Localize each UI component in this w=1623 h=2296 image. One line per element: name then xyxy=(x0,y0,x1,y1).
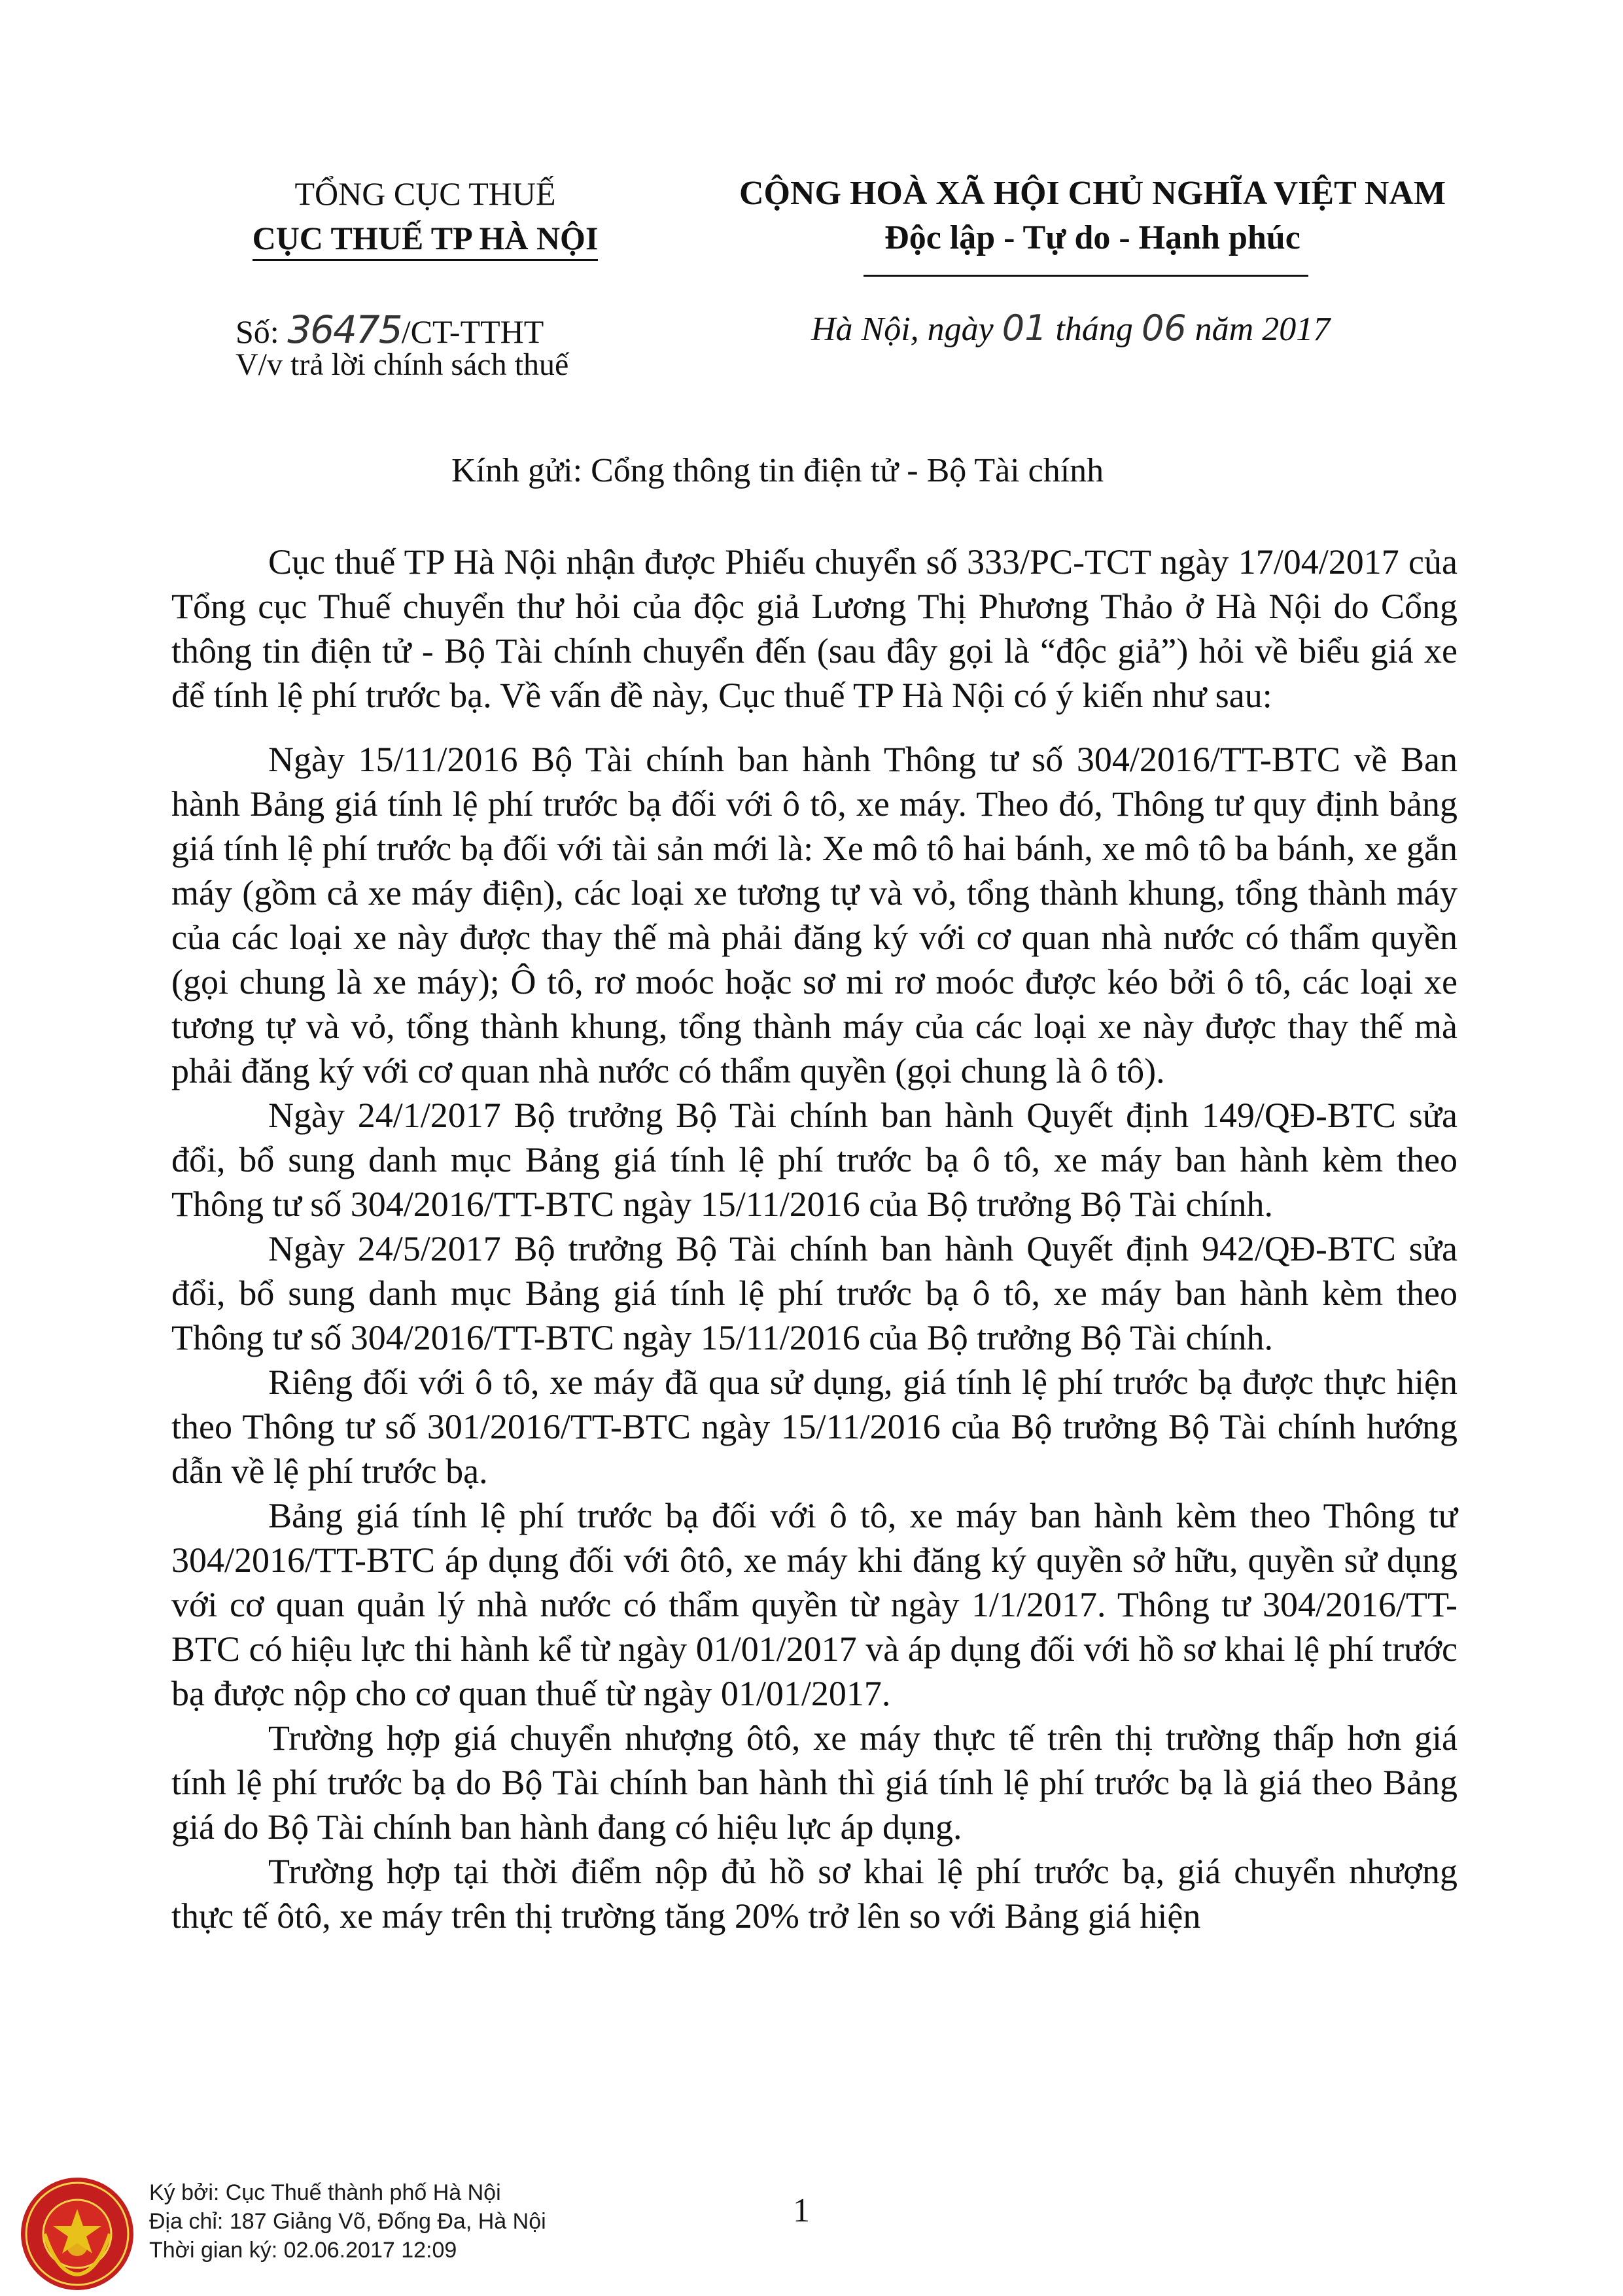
paragraph: Ngày 24/1/2017 Bộ trưởng Bộ Tài chính ban hành Quyết định 149/QĐ-BTC sửa đổi, bổ sung danh mục Bảng giá tính lệ phí trước bạ ô tô, xe máy ban hành kèm theo Thông tư số 304/2016/TT-BTC ngày 15/11/2016 của Bộ trưởng Bộ Tài chính. xyxy=(171,1096,1457,1224)
agency-name: CỤC THUẾ TP HÀ NỘI xyxy=(253,217,599,261)
paragraph: Ngày 15/11/2016 Bộ Tài chính ban hành Thông tư số 304/2016/TT-BTC về Ban hành Bảng giá tính lệ phí trước bạ đối với ô tô, xe máy. Theo đó, Thông tư quy định bảng giá tính lệ phí trước bạ đối với tài sản mới là: Xe mô tô hai bánh, xe mô tô ba bánh, xe gắn máy (gồm cả xe máy điện), các loại xe tương tự và vỏ, tổng thành khung, tổng thành máy của các loại xe này được thay thế mà phải đăng ký với cơ quan nhà nước có thẩm quyền (gọi chung là xe máy); Ô tô, rơ moóc hoặc sơ mi rơ moóc được kéo bởi ô tô, các loại xe tương tự và vỏ, tổng thành khung, tổng thành máy của các loại xe này được thay thế mà phải đăng ký với cơ quan nhà nước có thẩm quyền (gọi chung là ô tô). xyxy=(171,740,1457,1090)
signer-address: Địa chỉ: 187 Giảng Võ, Đống Đa, Hà Nội xyxy=(149,2209,546,2234)
document-subject: V/v trả lời chính sách thuế xyxy=(236,347,569,382)
handwritten-month: 06 xyxy=(1141,307,1187,349)
letter-body xyxy=(171,540,1457,1938)
agency-header xyxy=(216,171,635,261)
handwritten-day: 01 xyxy=(1002,307,1047,349)
digital-signature-block xyxy=(149,2178,546,2265)
date-suffix: năm 2017 xyxy=(1186,311,1331,348)
page-number: 1 xyxy=(793,2192,810,2229)
date-middle: tháng xyxy=(1047,311,1142,348)
paragraph: Riêng đối với ô tô, xe máy đã qua sử dụng, giá tính lệ phí trước bạ được thực hiện theo Thông tư số 301/2016/TT-BTC ngày 15/11/2016 của Bộ trưởng Bộ Tài chính hướng dẫn về lệ phí trước bạ. xyxy=(171,1363,1457,1491)
recipient-line: Kính gửi: Cổng thông tin điện tử - Bộ Tài chính xyxy=(451,452,1104,489)
signed-by: Ký bởi: Cục Thuế thành phố Hà Nội xyxy=(149,2180,501,2205)
paragraph: Bảng giá tính lệ phí trước bạ đối với ô tô, xe máy ban hành kèm theo Thông tư 304/2016/TT-BTC áp dụng đối với ôtô, xe máy khi đăng ký quyền sở hữu, quyền sử dụng với cơ quan quản lý nhà nước có thẩm quyền từ ngày 1/1/2017. Thông tư 304/2016/TT-BTC có hiệu lực thi hành kể từ ngày 01/01/2017 và áp dụng đối với hồ sơ khai lệ phí trước bạ được nộp cho cơ quan thuế từ ngày 01/01/2017. xyxy=(171,1496,1457,1713)
official-seal-icon xyxy=(18,2175,136,2293)
paragraph: Trường hợp giá chuyển nhượng ôtô, xe máy thực tế trên thị trường thấp hơn giá tính lệ phí trước bạ do Bộ Tài chính ban hành thì giá tính lệ phí trước bạ là giá theo Bảng giá do Bộ Tài chính ban hành đang có hiệu lực áp dụng. xyxy=(171,1718,1457,1847)
national-motto: Độc lập - Tự do - Hạnh phúc xyxy=(884,219,1300,256)
signed-time: Thời gian ký: 02.06.2017 12:09 xyxy=(149,2238,457,2263)
country-name: CỘNG HOÀ XÃ HỘI CHỦ NGHĨA VIỆT NAM xyxy=(739,175,1446,212)
date-prefix: Hà Nội, ngày xyxy=(811,311,1002,348)
handwritten-number: 36475 xyxy=(287,307,402,352)
document-date xyxy=(811,307,1330,349)
agency-parent: TỔNG CỤC THUẾ xyxy=(294,175,556,212)
paragraph: Cục thuế TP Hà Nội nhận được Phiếu chuyển số 333/PC-TCT ngày 17/04/2017 của Tổng cục Thuế chuyển thư hỏi của độc giả Lương Thị Phương Thảo ở Hà Nội do Cổng thông tin điện tử - Bộ Tài chính chuyển đến (sau đây gọi là “độc giả”) hỏi về biểu giá xe để tính lệ phí trước bạ. Về vấn đề này, Cục thuế TP Hà Nội có ý kiến như sau: xyxy=(171,542,1457,715)
motto-underline xyxy=(864,275,1308,277)
document-number xyxy=(236,307,544,352)
national-header xyxy=(693,171,1492,260)
paragraph: Trường hợp tại thời điểm nộp đủ hồ sơ khai lệ phí trước bạ, giá chuyển nhượng thực tế ôtô, xe máy trên thị trường tăng 20% trở lên so với Bảng giá hiện xyxy=(171,1852,1457,1936)
number-prefix: Số: xyxy=(236,313,288,350)
paragraph: Ngày 24/5/2017 Bộ trưởng Bộ Tài chính ban hành Quyết định 942/QĐ-BTC sửa đổi, bổ sung danh mục Bảng giá tính lệ phí trước bạ ô tô, xe máy ban hành kèm theo Thông tư số 304/2016/TT-BTC ngày 15/11/2016 của Bộ trưởng Bộ Tài chính. xyxy=(171,1229,1457,1357)
number-suffix: /CT-TTHT xyxy=(401,313,544,350)
